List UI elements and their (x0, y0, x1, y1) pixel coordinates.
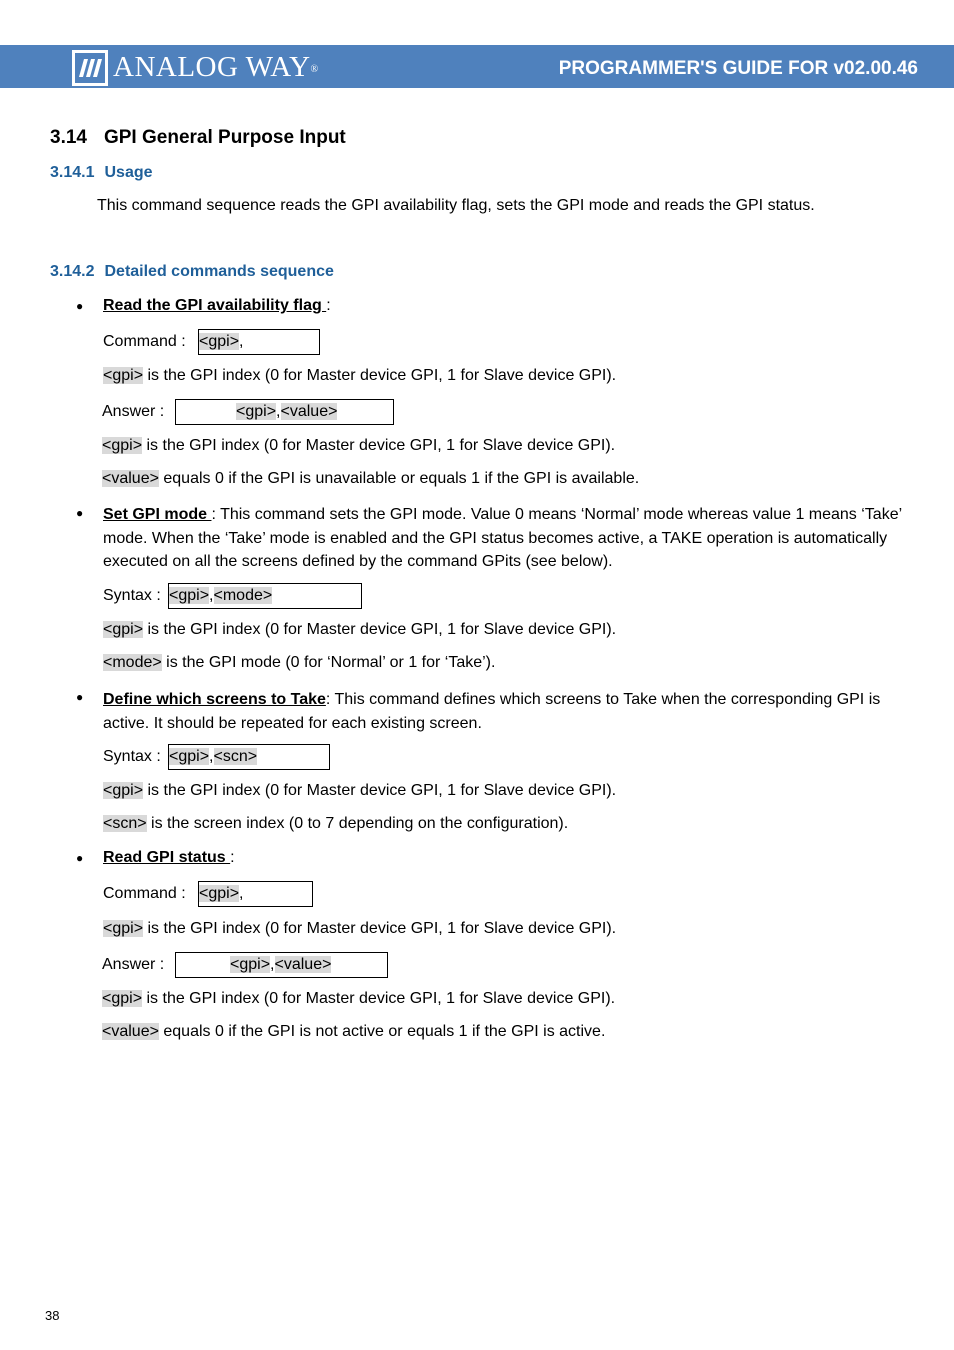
answer-box: <gpi>,<value> (175, 952, 388, 978)
section-heading: 3.14 GPI General Purpose Input (50, 127, 346, 148)
bullet-set-gpi-mode: Set GPI mode : This command sets the GPI mode. Value 0 means ‘Normal’ mode whereas value 1 means ‘Take’ mode. When the ‘Take’ mode is enabled and the GPI status becomes active, a TAKE operation is automatically executed on all the screens defined by the command GPits (see below). (103, 506, 902, 570)
document-title: PROGRAMMER'S GUIDE FOR v02.00.46 (558, 58, 918, 79)
answer-label: Answer : (102, 956, 165, 973)
brand-name: ANALOG WAY® (113, 51, 319, 83)
bullet-icon: ● (76, 690, 84, 704)
detailed-heading: 3.14.2 Detailed commands sequence (50, 263, 334, 280)
answer-box: <gpi>,<value> (175, 399, 394, 425)
usage-text: This command sequence reads the GPI availability flag, sets the GPI mode and reads the GPI status. (97, 197, 815, 214)
gpi-description: <gpi> is the GPI index (0 for Master device GPI, 1 for Slave device GPI). (103, 367, 617, 384)
mode-description: <mode> is the GPI mode (0 for ‘Normal’ or 1 for ‘Take’). (103, 654, 496, 671)
answer-label: Answer : (102, 403, 165, 420)
bullet-define-screens: Define which screens to Take: This command defines which screens to Take when the corresponding GPI is active. It should be repeated for each existing screen. (103, 691, 881, 732)
value-description: <value> equals 0 if the GPI is not active or equals 1 if the GPI is active. (102, 1023, 606, 1040)
gpi-description: <gpi> is the GPI index (0 for Master device GPI, 1 for Slave device GPI). (103, 920, 617, 937)
bullet-icon: ● (76, 506, 84, 520)
page-header (0, 45, 954, 88)
bullet-read-availability: Read the GPI availability flag : (103, 297, 331, 314)
analog-way-logo-icon (72, 50, 108, 86)
usage-heading: 3.14.1 Usage (50, 164, 153, 181)
scn-description: <scn> is the screen index (0 to 7 depending on the configuration). (103, 815, 569, 832)
page-number: 38 (45, 1308, 60, 1323)
syntax-box: <gpi>,<scn> (168, 744, 330, 770)
value-description: <value> equals 0 if the GPI is unavailable or equals 1 if the GPI is available. (102, 470, 640, 487)
gpi-description: <gpi> is the GPI index (0 for Master device GPI, 1 for Slave device GPI). (103, 621, 617, 638)
gpi-description: <gpi> is the GPI index (0 for Master device GPI, 1 for Slave device GPI). (103, 782, 617, 799)
command-label: Command : (103, 885, 186, 902)
bullet-icon: ● (76, 851, 84, 865)
command-box: <gpi>, (198, 329, 320, 355)
bullet-read-status: Read GPI status : (103, 849, 235, 866)
gpi-description: <gpi> is the GPI index (0 for Master device GPI, 1 for Slave device GPI). (102, 437, 616, 454)
command-box: <gpi>, (198, 881, 313, 907)
syntax-label: Syntax : (103, 748, 161, 765)
syntax-label: Syntax : (103, 587, 161, 604)
command-label: Command : (103, 333, 186, 350)
bullet-icon: ● (76, 299, 84, 313)
gpi-description: <gpi> is the GPI index (0 for Master device GPI, 1 for Slave device GPI). (102, 990, 616, 1007)
syntax-box: <gpi>,<mode> (168, 583, 362, 609)
